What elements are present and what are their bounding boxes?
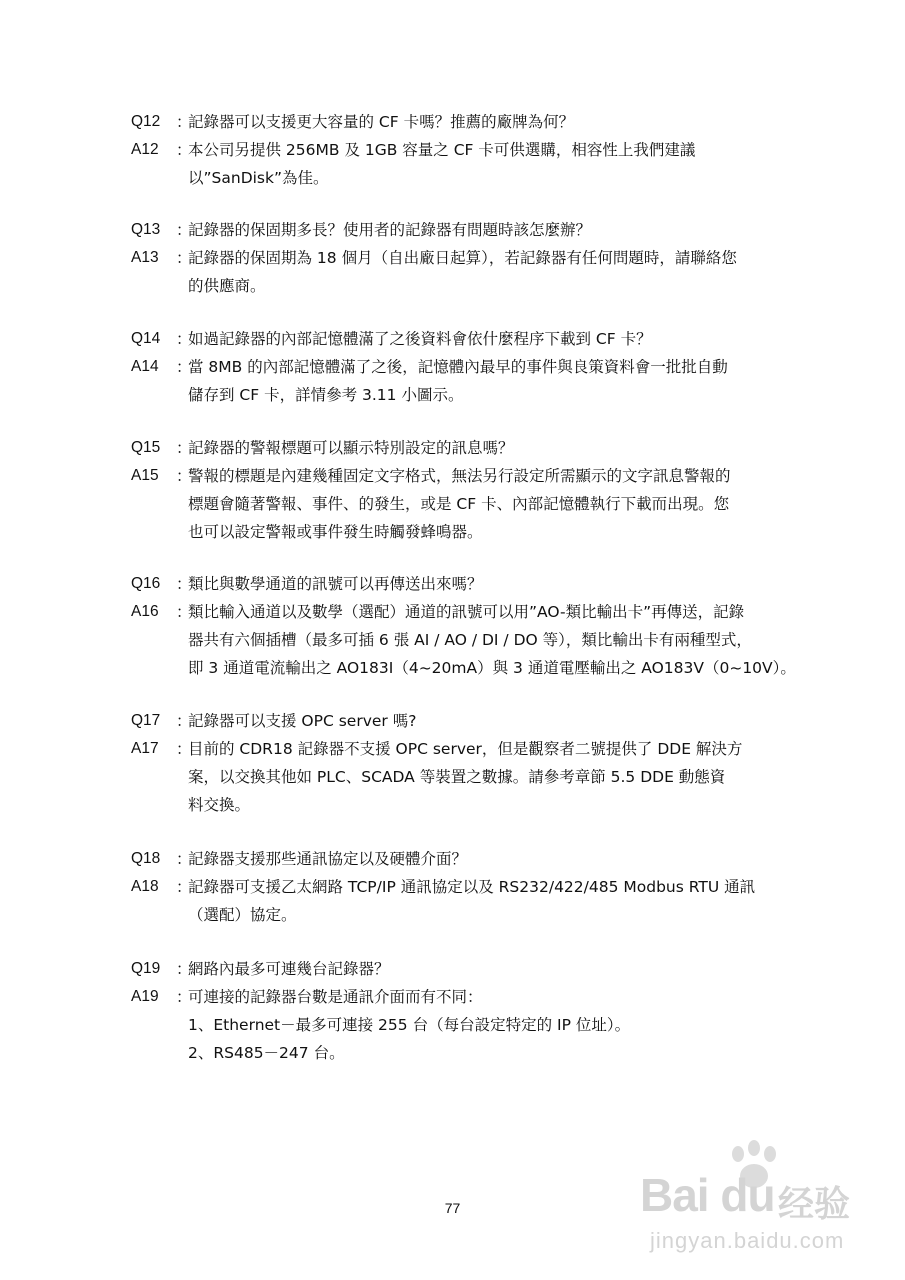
question-tag: Q14: [131, 330, 161, 347]
answer-tag: A12: [131, 141, 159, 158]
answer-continuation: 即 3 通道電流輸出之 AO183I（4~20mA）與 3 通道電壓輸出之 AO183V（0~10V）。: [188, 659, 796, 677]
answer-text: 本公司另提供 256MB 及 1GB 容量之 CF 卡可供選購，相容性上我們建議: [188, 141, 696, 159]
question-text: 如過記錄器的內部記憶體滿了之後資料會依什麼程序下載到 CF 卡？: [188, 330, 652, 348]
question-text: 記錄器支援那些通訊協定以及硬體介面？: [188, 850, 468, 868]
answer-text: 當 8MB 的內部記憶體滿了之後，記憶體內最早的事件與良策資料會一批批自動: [188, 358, 728, 376]
answer-text: 記錄器可支援乙太網路 TCP/IP 通訊協定以及 RS232/422/485 Modbus RTU 通訊: [188, 878, 756, 896]
question-tag: Q16: [131, 575, 161, 592]
answer-line: A13 ： 記錄器的保固期為 18 個月（自出廠日起算），若記錄器有任何問題時，請聯絡您: [131, 244, 831, 272]
question-tag: Q12: [131, 113, 161, 130]
answer-list-item: 1、Ethernet－最多可連接 255 台（每台設定特定的 IP 位址）。: [188, 1016, 631, 1034]
answer-line: A17 ： 目前的 CDR18 記錄器不支援 OPC server，但是觀察者二號提供了 DDE 解決方: [131, 735, 831, 763]
question-line: Q13 ： 記錄器的保固期多長？使用者的記錄器有問題時該怎麼辦？: [131, 216, 831, 244]
answer-text: 記錄器的保固期為 18 個月（自出廠日起算），若記錄器有任何問題時，請聯絡您: [188, 249, 737, 267]
question-line: Q12 ： 記錄器可以支援更大容量的 CF 卡嗎？推薦的廠牌為何？: [131, 108, 831, 136]
answer-continuation: 料交換。: [188, 796, 251, 814]
answer-continuation: 的供應商。: [188, 277, 266, 295]
answer-line: A12 ： 本公司另提供 256MB 及 1GB 容量之 CF 卡可供選購，相容性上我們建議: [131, 136, 831, 164]
question-line: Q15 ： 記錄器的警報標題可以顯示特別設定的訊息嗎？: [131, 434, 831, 462]
question-line: Q19 ： 網路內最多可連幾台記錄器？: [131, 955, 831, 983]
answer-tag: A17: [131, 740, 159, 757]
answer-continuation: 器共有六個插槽（最多可插 6 張 AI / AO / DI / DO 等），類比輸出卡有兩種型式，: [188, 631, 752, 649]
watermark-cn: 经验: [778, 1184, 851, 1225]
answer-tag: A19: [131, 988, 159, 1005]
question-text: 記錄器可以支援 OPC server 嗎?: [188, 712, 417, 730]
question-text: 記錄器的保固期多長？使用者的記錄器有問題時該怎麼辦？: [188, 221, 592, 239]
answer-line: A14 ： 當 8MB 的內部記憶體滿了之後，記憶體內最早的事件與良策資料會一批批自動: [131, 353, 831, 381]
answer-list-item: 2、RS485－247 台。: [188, 1044, 345, 1062]
page-number: 77: [444, 1200, 461, 1216]
question-tag: Q13: [131, 221, 161, 238]
question-tag: Q15: [131, 439, 161, 456]
answer-text: 類比輸入通道以及數學（選配）通道的訊號可以用”AO-類比輸出卡”再傳送，記錄: [188, 603, 745, 621]
answer-text: 目前的 CDR18 記錄器不支援 OPC server，但是觀察者二號提供了 DDE 解決方: [188, 740, 743, 758]
answer-line: A15 ： 警報的標題是內建幾種固定文字格式，無法另行設定所需顯示的文字訊息警報的: [131, 462, 831, 490]
answer-tag: A13: [131, 249, 159, 266]
faq-block-q12: [131, 108, 831, 192]
faq-block-q14: [131, 325, 831, 409]
faq-block-q13: [131, 216, 831, 300]
answer-continuation: 儲存到 CF 卡，詳情參考 3.11 小圖示。: [188, 386, 464, 404]
faq-block-q16: [131, 570, 831, 682]
answer-tag: A14: [131, 358, 159, 375]
faq-block-q18: [131, 845, 831, 929]
question-text: 記錄器的警報標題可以顯示特別設定的訊息嗎？: [188, 439, 514, 457]
answer-continuation: 以”SanDisk”為佳。: [188, 169, 329, 187]
question-line: Q16 ： 類比與數學通道的訊號可以再傳送出來嗎？: [131, 570, 831, 598]
question-tag: Q18: [131, 850, 161, 867]
question-line: Q14 ： 如過記錄器的內部記憶體滿了之後資料會依什麼程序下載到 CF 卡？: [131, 325, 831, 353]
question-line: Q17 ： 記錄器可以支援 OPC server 嗎?: [131, 707, 831, 735]
baidu-watermark: [640, 1140, 880, 1260]
watermark-url: jingyan.baidu.com: [650, 1228, 845, 1253]
faq-block-q15: [131, 434, 831, 546]
watermark-logo: Bai du: [640, 1169, 775, 1221]
question-line: Q18 ： 記錄器支援那些通訊協定以及硬體介面？: [131, 845, 831, 873]
answer-line: A18 ： 記錄器可支援乙太網路 TCP/IP 通訊協定以及 RS232/422/485 Modbus RTU 通訊: [131, 873, 831, 901]
answer-tag: A16: [131, 603, 159, 620]
question-text: 類比與數學通道的訊號可以再傳送出來嗎？: [188, 575, 483, 593]
question-text: 網路內最多可連幾台記錄器？: [188, 960, 390, 978]
faq-block-q19: [131, 955, 831, 1067]
faq-block-q17: [131, 707, 831, 819]
answer-continuation: 案，以交換其他如 PLC、SCADA 等裝置之數據。請參考章節 5.5 DDE 動態資: [188, 768, 726, 786]
answer-line: A16 ： 類比輸入通道以及數學（選配）通道的訊號可以用”AO-類比輸出卡”再傳送，記錄: [131, 598, 831, 626]
question-tag: Q19: [131, 960, 161, 977]
answer-text: 警報的標題是內建幾種固定文字格式，無法另行設定所需顯示的文字訊息警報的: [188, 467, 731, 485]
question-text: 記錄器可以支援更大容量的 CF 卡嗎？推薦的廠牌為何？: [188, 113, 575, 131]
answer-tag: A15: [131, 467, 159, 484]
answer-continuation: 也可以設定警報或事件發生時觸發蜂鳴器。: [188, 523, 483, 541]
question-tag: Q17: [131, 712, 161, 729]
answer-continuation: 標題會隨著警報、事件、的發生，或是 CF 卡、內部記憶體執行下載而出現。您: [188, 495, 730, 513]
answer-text: 可連接的記錄器台數是通訊介面而有不同：: [188, 988, 483, 1006]
answer-line: A19 ： 可連接的記錄器台數是通訊介面而有不同：: [131, 983, 831, 1011]
answer-continuation: （選配）協定。: [188, 906, 297, 924]
answer-tag: A18: [131, 878, 159, 895]
